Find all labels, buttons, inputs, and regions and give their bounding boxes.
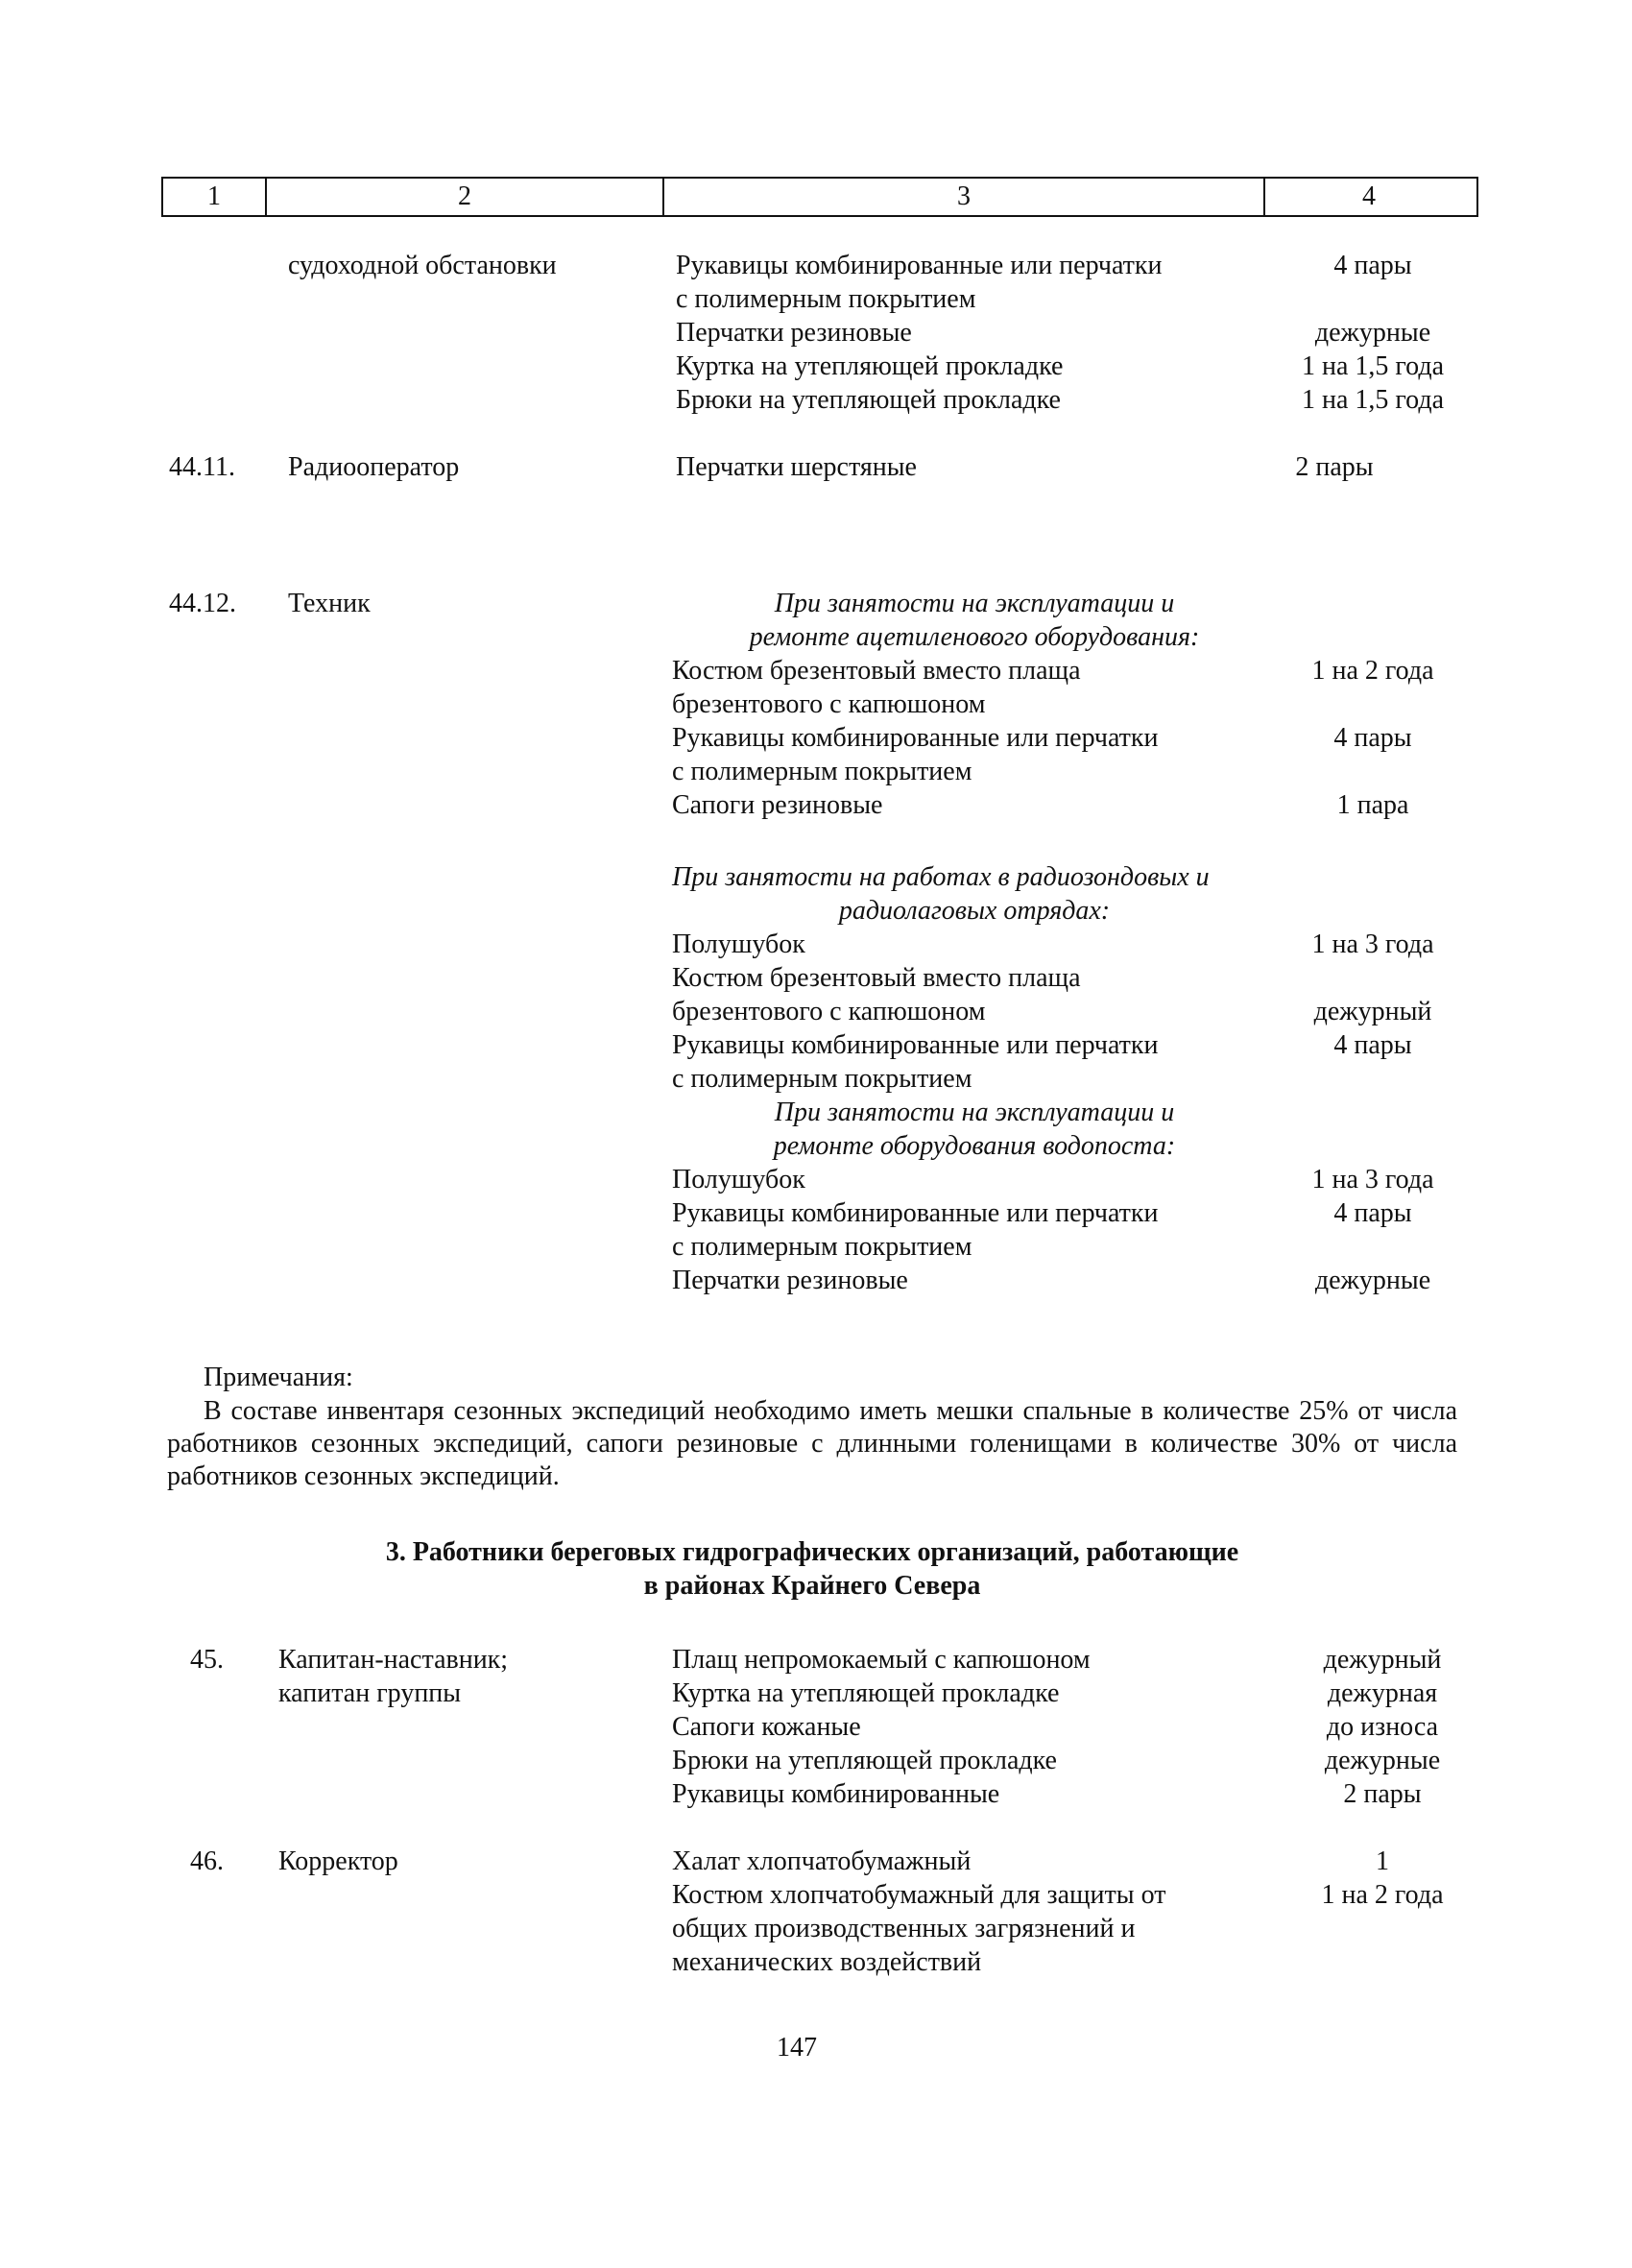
item-qty: 1 пара [1336,790,1409,820]
row-number: 44.12. [169,589,236,618]
item-text: Полушубок [672,929,805,959]
notes-text: В составе инвентаря сезонных экспедиций необходимо иметь мешки спальные в количестве 25% от числа работников сезонных экспедиций, сапоги резиновые с длинными голенищами в количестве 30% от числа работников сезонных экспедиций. [167,1396,1457,1491]
item-qty: 2 пары [1343,1779,1422,1809]
item-qty: 1 на 3 года [1311,1165,1434,1194]
item-qty: дежурные [1324,1746,1441,1775]
item-qty: 2 пары [1295,452,1374,482]
item-text: Костюм брезентовый вместо плаща [672,963,1081,993]
item-text: с полимерным покрытием [676,284,976,314]
item-text: Полушубок [672,1165,805,1194]
row-name: Капитан-наставник; [278,1645,509,1675]
item-text: Куртка на утепляющей прокладке [676,351,1064,381]
row-name: капитан группы [278,1678,462,1708]
item-text: Перчатки шерстяные [676,452,917,482]
section-heading: 3. Работники береговых гидрографических организаций, работающие [385,1537,1239,1567]
subheading: ремонте ацетиленового оборудования: [749,622,1200,652]
item-text: Халат хлопчатобумажный [672,1846,972,1876]
item-text: Брюки на утепляющей прокладке [676,385,1061,415]
header-col-2: 2 [267,179,664,215]
subheading: При занятости на эксплуатации и [774,589,1175,618]
item-qty: до износа [1326,1712,1439,1742]
header-col-3: 3 [664,179,1265,215]
item-qty: 1 на 2 года [1311,656,1434,686]
item-text: брезентового с капюшоном [672,997,986,1026]
item-text: общих производственных загрязнений и [672,1914,1136,1943]
item-text: брезентового с капюшоном [672,689,986,719]
item-text: Брюки на утепляющей прокладке [672,1746,1057,1775]
item-text: Рукавицы комбинированные или перчатки [672,1198,1159,1228]
item-text: Сапоги кожаные [672,1712,861,1742]
table-header [161,177,1478,217]
item-qty: 4 пары [1333,723,1412,753]
item-qty: дежурные [1314,318,1431,348]
item-qty: 4 пары [1333,1030,1412,1060]
item-text: Перчатки резиновые [672,1266,908,1295]
item-qty: дежурный [1313,997,1432,1026]
row-number: 44.11. [169,452,235,482]
subheading: При занятости на работах в радиозондовых и [672,862,1210,892]
item-text: Рукавицы комбинированные или перчатки [672,1030,1159,1060]
subheading: ремонте оборудования водопоста: [773,1131,1176,1161]
section-heading: в районах Крайнего Севера [643,1571,981,1601]
item-text: механических воздействий [672,1947,982,1977]
item-qty: 4 пары [1333,251,1412,280]
subheading: При занятости на эксплуатации и [774,1098,1175,1127]
item-text: Костюм брезентовый вместо плаща [672,656,1081,686]
row-name: судоходной обстановки [288,251,557,280]
item-qty: 1 на 3 года [1311,929,1434,959]
item-text: Рукавицы комбинированные или перчатки [676,251,1163,280]
row-number: 45. [190,1645,224,1675]
item-text: Рукавицы комбинированные или перчатки [672,723,1159,753]
item-text: с полимерным покрытием [672,1064,972,1094]
page-number: 147 [777,2033,817,2063]
notes-title: Примечания: [204,1363,353,1392]
item-text: Плащ непромокаемый с капюшоном [672,1645,1091,1675]
subheading: радиолаговых отрядах: [838,896,1111,926]
item-qty: 1 [1376,1846,1389,1876]
row-name: Техник [288,589,371,618]
item-text: с полимерным покрытием [672,757,972,786]
item-qty: 1 на 1,5 года [1301,351,1445,381]
item-qty: 4 пары [1333,1198,1412,1228]
item-qty: дежурная [1327,1678,1438,1708]
item-text: Костюм хлопчатобумажный для защиты от [672,1880,1166,1910]
item-text: Куртка на утепляющей прокладке [672,1678,1060,1708]
item-qty: дежурные [1314,1266,1431,1295]
row-name: Радиооператор [288,452,460,482]
item-text: с полимерным покрытием [672,1232,972,1262]
item-text: Перчатки резиновые [676,318,912,348]
item-qty: 1 на 1,5 года [1301,385,1445,415]
item-text: Сапоги резиновые [672,790,883,820]
header-col-4: 4 [1362,181,1376,211]
item-qty: 1 на 2 года [1321,1880,1444,1910]
row-name: Корректор [278,1846,398,1876]
row-number: 46. [190,1846,224,1876]
header-col-1: 1 [163,179,267,215]
item-qty: дежурный [1323,1645,1442,1675]
item-text: Рукавицы комбинированные [672,1779,1000,1809]
